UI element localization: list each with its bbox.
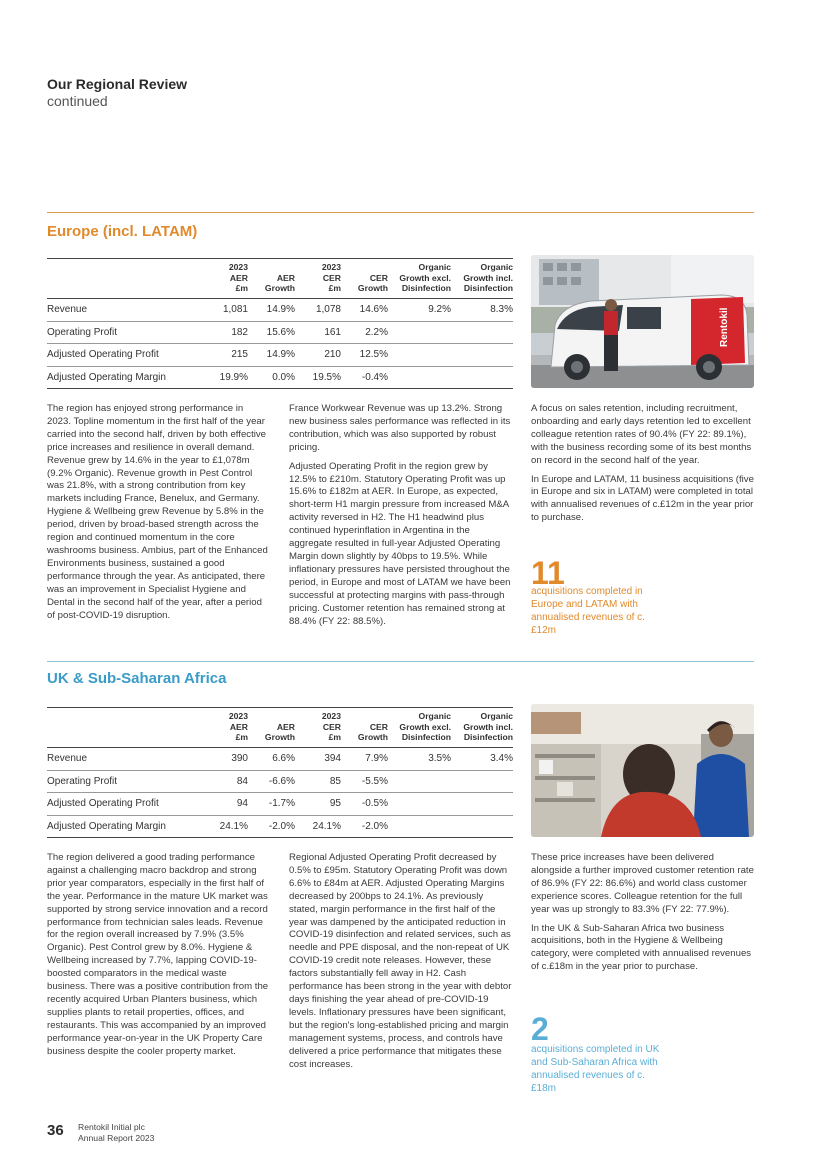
page-number: 36	[47, 1122, 64, 1139]
table-cell: -1.7%	[248, 793, 295, 816]
table-header-row	[47, 259, 513, 299]
table-header	[47, 708, 513, 748]
table-cell: 24.1%	[192, 815, 248, 838]
europe-section-title: Europe (incl. LATAM)	[47, 223, 198, 240]
table-cell: 14.6%	[341, 299, 388, 322]
table-cell: 215	[192, 344, 248, 367]
table-cell: -0.4%	[341, 366, 388, 389]
customer-photo-illustration	[531, 704, 754, 837]
body-paragraph: France Workwear Revenue was up 13.2%. Strong new business sales performance was reflected in its contribution, which was also supported by robust pricing.	[289, 403, 511, 453]
table-cell	[388, 793, 451, 816]
column-header	[47, 259, 192, 299]
table-cell: 12.5%	[341, 344, 388, 367]
table-cell	[451, 793, 513, 816]
table-cell: 15.6%	[248, 321, 295, 344]
table-row	[47, 366, 513, 389]
column-header-line: £m	[328, 732, 341, 743]
body-paragraph: These price increases have been delivered alongside a further improved customer retention rate of 86.9% (FY 22: 86.6%) and world class customer experience scores. Colleague retention for the full year was up strongly to 83.3% (FY 22: 77.9%).	[531, 852, 754, 915]
uk-acquisitions-stat-text: acquisitions completed in UK and Sub-Saharan Africa with annualised revenues of c.£18m	[531, 1044, 660, 1094]
column-header-line: Growth	[357, 732, 388, 743]
body-paragraph: In Europe and LATAM, 11 business acquisitions (five in Europe and six in LATAM) were completed in total with annualised revenues of c.£12m in the year prior to purchase.	[531, 473, 754, 524]
column-header	[341, 259, 388, 299]
column-header	[451, 259, 513, 299]
europe-text-column-1	[47, 403, 269, 628]
column-header-line: Growth	[264, 283, 295, 294]
table-cell: 161	[295, 321, 341, 344]
table-cell: 9.2%	[388, 299, 451, 322]
row-label: Adjusted Operating Profit	[47, 793, 192, 816]
table-cell	[451, 366, 513, 389]
table-cell: 2.2%	[341, 321, 388, 344]
table-cell	[388, 815, 451, 838]
body-paragraph: The region delivered a good trading performance against a challenging macro backdrop and strong prior year comparators, especially in the first half of the year. Performance in the mature UK market was supported by strong service innovation and a record performance from technician sales leads. Revenue for the region overall increased by 7.9% (3.5% Organic). Pest Control grew by 8.0%. Hygiene & Wellbeing increased by 7.7%, lapping COVID-19-boosted comparators in the medical waste business. There was a positive contribution from the recently acquired Urban Planters business, which supplies plants to retail properties, offices, and restaurants. This was accompanied by an improved performance year-on-year in the UK Property Care business despite the cooler property market.	[47, 852, 269, 1057]
row-label: Adjusted Operating Profit	[47, 344, 192, 367]
column-header-line: 2023	[228, 711, 248, 721]
column-header	[341, 708, 388, 748]
table-body	[47, 299, 513, 389]
column-header-line: 2023	[228, 262, 248, 272]
column-header	[248, 708, 295, 748]
row-label: Adjusted Operating Margin	[47, 366, 192, 389]
column-header-line: CER	[322, 272, 341, 283]
column-header-line: Disinfection	[463, 732, 513, 743]
column-header	[192, 708, 248, 748]
table-cell: -6.6%	[248, 770, 295, 793]
europe-results-table	[47, 258, 513, 389]
table-cell: 84	[192, 770, 248, 793]
row-label: Operating Profit	[47, 770, 192, 793]
column-header	[47, 708, 192, 748]
column-header-line: Organic	[418, 262, 451, 272]
table-cell: 19.9%	[192, 366, 248, 389]
body-paragraph: The region has enjoyed strong performance in 2023. Topline momentum in the first half of the year carried into the second half, driven by both effective price increases and resilience in overall demand. Revenue grew by 14.6% in the year to £1,078m (9.2% Organic). Revenue growth in Pest Control was 21.8%, with a strong contribution from key markets including France, Benelux, and Germany. Hygiene & Wellbeing grew Revenue by 5.8% in the period, driven by broad-based strength across the region and continued momentum in the core washrooms business. Ambius, part of the Enhanced Environments business, sustained a good performance through the year. As anticipated, there was an improvement in Specialist Hygiene and Dental in the second half of the year, after a period of post-COVID-19 disruption.	[47, 403, 268, 621]
table-header-row	[47, 708, 513, 748]
table-body	[47, 748, 513, 838]
europe-acquisitions-stat-number: 11	[531, 555, 565, 591]
table-cell: 7.9%	[341, 748, 388, 771]
table-row	[47, 815, 513, 838]
table-cell: 182	[192, 321, 248, 344]
table-cell	[388, 321, 451, 344]
column-header-line: £m	[328, 283, 341, 294]
table-cell	[451, 770, 513, 793]
column-header	[388, 708, 451, 748]
europe-acquisitions-stat-text: acquisitions completed in Europe and LATAM with annualised revenues of c.£12m	[531, 586, 645, 636]
row-label: Operating Profit	[47, 321, 192, 344]
column-header-line: AER	[276, 721, 295, 732]
row-label: Adjusted Operating Margin	[47, 815, 192, 838]
body-paragraph: Regional Adjusted Operating Profit decreased by 0.5% to £95m. Statutory Operating Profit was down 6.6% to £84m at AER. Adjusted Operating Margins decreased by 200bps to 24.1%. As previously stated, margin performance in the first half of the year was dampened by the anticipated reduction in COVID-19 disinfection and related services, such as needle and PPE disposal, and the non-repeat of UK COVID-19 credit note releases. However, these factors substantially fell away in H2. Cash performance has been strong in the year with debtor days finishing the year ahead of pre-COVID-19 levels. Inflationary pressures have been significant, but the region's long-established pricing and margin management systems, process, and controls have delivered a price performance that mitigates these cost increases.	[289, 852, 512, 1070]
table-cell: 85	[295, 770, 341, 793]
uk-section-title: UK & Sub-Saharan Africa	[47, 670, 227, 687]
uk-results-table	[47, 707, 513, 838]
europe-text-column-2	[289, 403, 512, 634]
column-header-line: Growth incl.	[463, 721, 513, 732]
uk-section-rule	[47, 661, 754, 662]
column-header-line: Organic	[480, 262, 513, 272]
column-header-line: Growth excl.	[399, 272, 451, 283]
column-header	[248, 259, 295, 299]
europe-section-rule	[47, 212, 754, 213]
column-header-line: Organic	[418, 711, 451, 721]
table-cell	[388, 344, 451, 367]
table-cell	[451, 815, 513, 838]
table-cell: 394	[295, 748, 341, 771]
row-label: Revenue	[47, 299, 192, 322]
column-header-line: 2023	[321, 262, 341, 272]
uk-text-column-1	[47, 852, 269, 1065]
table-cell: -2.0%	[341, 815, 388, 838]
europe-text-column-3	[531, 403, 754, 531]
column-header-line: Disinfection	[401, 283, 451, 294]
footer-company-name: Rentokil Initial plc	[78, 1122, 145, 1132]
table-cell: 3.4%	[451, 748, 513, 771]
column-header-line: Growth incl.	[463, 272, 513, 283]
table-cell: 19.5%	[295, 366, 341, 389]
column-header	[295, 708, 341, 748]
page-subtitle: continued	[47, 93, 108, 109]
table-cell: 0.0%	[248, 366, 295, 389]
column-header-line: Growth	[264, 732, 295, 743]
table-cell: 95	[295, 793, 341, 816]
table-row	[47, 344, 513, 367]
table-cell	[451, 344, 513, 367]
column-header-line: AER	[229, 272, 248, 283]
footer-report-name: Annual Report 2023	[78, 1133, 155, 1143]
table-cell: 3.5%	[388, 748, 451, 771]
table-cell	[388, 366, 451, 389]
uk-technician-customer-photo	[531, 704, 754, 837]
table-cell: 14.9%	[248, 344, 295, 367]
table-cell: 390	[192, 748, 248, 771]
table-cell: 14.9%	[248, 299, 295, 322]
table-row	[47, 321, 513, 344]
table-cell	[388, 770, 451, 793]
body-paragraph: Adjusted Operating Profit in the region grew by 12.5% to £210m. Statutory Operating Profit was up 15.6% to £182m at AER. In Europe, as expected, short-term H1 margin pressure from increased M&A activity reversed in H2. The H1 headwind plus continued hyperinflation in Argentina in the aggregate resulted in full-year Adjusted Operating Margin down slightly by 40bps to 19.5%. While inflationary pressures have persisted throughout the period, in Europe and most of LATAM we have been successful at protecting margins with pass-through pricing. Customer retention has remained strong at 88.4% (FY 22: 88.5%).	[289, 460, 511, 627]
table-cell: 1,081	[192, 299, 248, 322]
uk-acquisitions-stat-number: 2	[531, 1011, 549, 1047]
table-row	[47, 770, 513, 793]
column-header-line: £m	[235, 283, 248, 294]
row-label: Revenue	[47, 748, 192, 771]
column-header-line: AER	[229, 721, 248, 732]
body-paragraph: In the UK & Sub-Saharan Africa two business acquisitions, both in the Hygiene & Wellbeing category, were completed with annualised revenues of c.£18m in the year prior to purchase.	[531, 922, 752, 973]
uk-text-column-3	[531, 852, 754, 980]
table-cell: -5.5%	[341, 770, 388, 793]
column-header	[451, 708, 513, 748]
table-cell: 8.3%	[451, 299, 513, 322]
table-row	[47, 793, 513, 816]
table-cell	[451, 321, 513, 344]
column-header-line: CER	[322, 721, 341, 732]
table-cell: 6.6%	[248, 748, 295, 771]
uk-text-column-2	[289, 852, 512, 1077]
column-header-line: 2023	[321, 711, 341, 721]
table-cell: -2.0%	[248, 815, 295, 838]
column-header-line: Growth excl.	[399, 721, 451, 732]
europe-technician-van-photo	[531, 255, 754, 388]
body-paragraph: A focus on sales retention, including recruitment, onboarding and early days retention led to excellent colleague retention rates of 90.4% (FY 22: 89.1%), with the business recording some of its best months on record in the second half of the year.	[531, 403, 752, 466]
column-header-line: £m	[235, 732, 248, 743]
column-header	[295, 259, 341, 299]
column-header-line: Organic	[480, 711, 513, 721]
column-header-line: CER	[369, 272, 388, 283]
column-header-line: Disinfection	[401, 732, 451, 743]
table-cell: 24.1%	[295, 815, 341, 838]
table-row	[47, 748, 513, 771]
column-header-line: Growth	[357, 283, 388, 294]
van-brand-text: Rentokil	[719, 307, 730, 347]
table-cell: -0.5%	[341, 793, 388, 816]
column-header	[388, 259, 451, 299]
table-cell: 210	[295, 344, 341, 367]
column-header-line: AER	[276, 272, 295, 283]
column-header-line: Disinfection	[463, 283, 513, 294]
van-photo-illustration	[531, 255, 754, 388]
table-cell: 94	[192, 793, 248, 816]
page-title: Our Regional Review	[47, 76, 188, 92]
table-cell: 1,078	[295, 299, 341, 322]
column-header	[192, 259, 248, 299]
table-header	[47, 259, 513, 299]
table-row	[47, 299, 513, 322]
footer-company	[78, 1122, 154, 1144]
column-header-line: CER	[369, 721, 388, 732]
